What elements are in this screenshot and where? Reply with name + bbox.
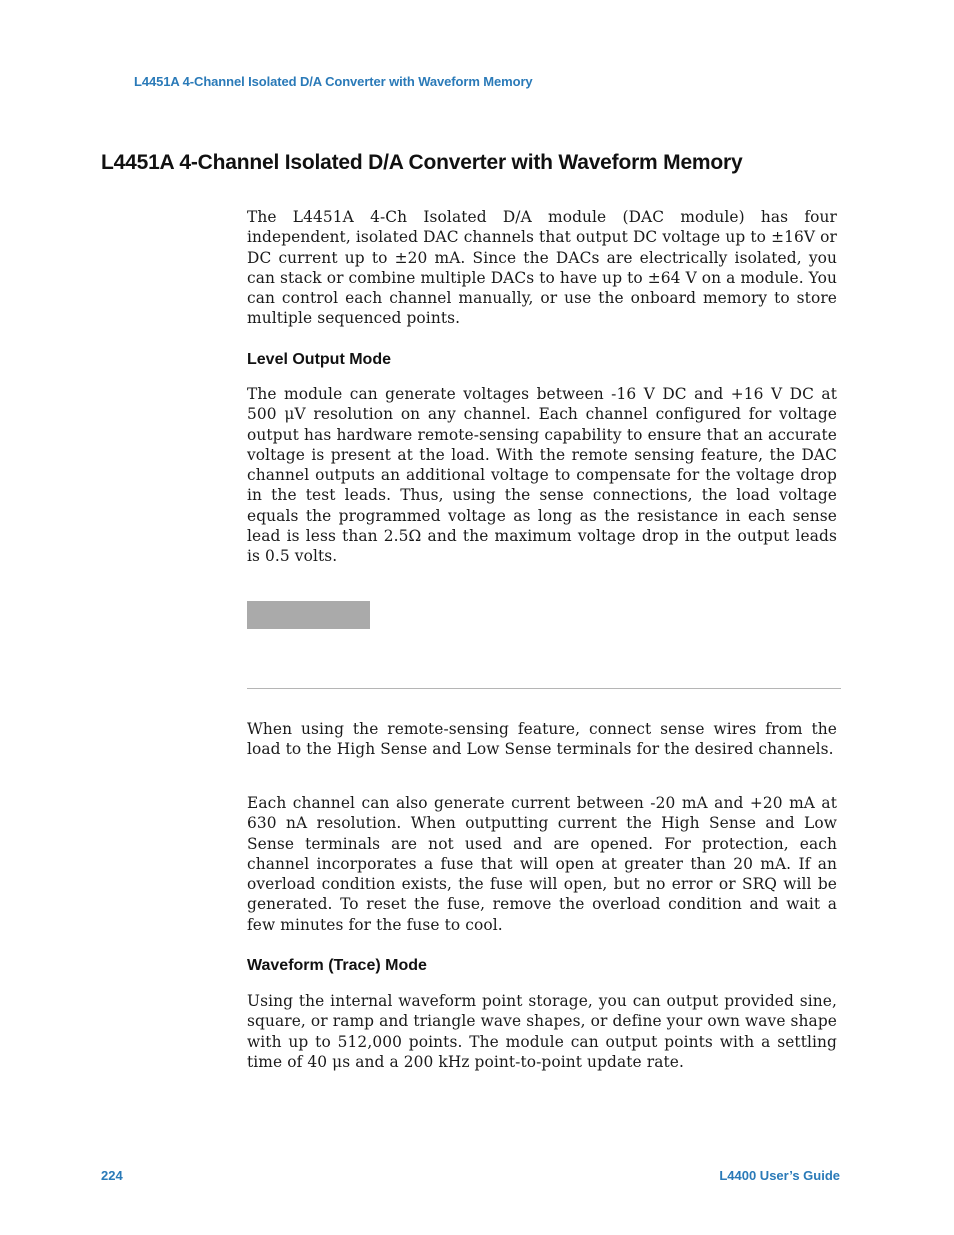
level-output-paragraph-3: Each channel can also generate current between -20 mA and +20 mA at 630 nA resolution. When outputting current the High Sense and Low Sense terminals are not used and are opened. For protection, each channel incorporates a fuse that will open at greater than 20 mA. If an overload condition exists, the fuse will open, but no error or SRQ will be generated. To reset the fuse, remove the overload condition and wait a few minutes for the fuse to cool. bbox=[247, 794, 837, 934]
level-output-paragraph-1: The module can generate voltages between -16 V DC and +16 V DC at 500 μV resolution on any channel. Each channel configured for voltage output has hardware remote-sensing capability to ensure that an accurate voltage is present at the load. With the remote sensing feature, the DAC channel outputs an additional voltage to compensate for the voltage drop in the test leads. Thus, using the sense connections, the load voltage equals the programmed voltage as long as the resistance in each sense lead is less than 2.5Ω and the maximum voltage drop in the output leads is 0.5 volts. bbox=[247, 385, 837, 566]
page-title: L4451A 4-Channel Isolated D/A Converter with Waveform Memory bbox=[101, 151, 743, 174]
note-divider bbox=[247, 688, 841, 689]
running-header: L4451A 4-Channel Isolated D/A Converter with Waveform Memory bbox=[134, 74, 533, 89]
intro-paragraph: The L4451A 4-Ch Isolated D/A module (DAC module) has four independent, isolated DAC channels that output DC voltage up to ±16V or DC current up to ±20 mA. Since the DACs are electrically isolated, you can stack or combine multiple DACs to have up to ±64 V on a module. You can control each channel manually, or use the onboard memory to store multiple sequenced points. bbox=[247, 208, 837, 328]
level-output-heading: Level Output Mode bbox=[247, 351, 391, 368]
level-output-paragraph-2: When using the remote-sensing feature, connect sense wires from the load to the High Sense and Low Sense terminals for the desired channels. bbox=[247, 720, 837, 759]
guide-title: L4400 User’s Guide bbox=[719, 1168, 840, 1183]
waveform-heading: Waveform (Trace) Mode bbox=[247, 957, 427, 974]
note-label-bar bbox=[247, 601, 370, 629]
page-number: 224 bbox=[101, 1168, 123, 1183]
waveform-paragraph-1: Using the internal waveform point storage, you can output provided sine, square, or ramp and triangle wave shapes, or define your own wave shape with up to 512,000 points. The module can output points with a settling time of 40 μs and a 200 kHz point-to-point update rate. bbox=[247, 992, 837, 1071]
